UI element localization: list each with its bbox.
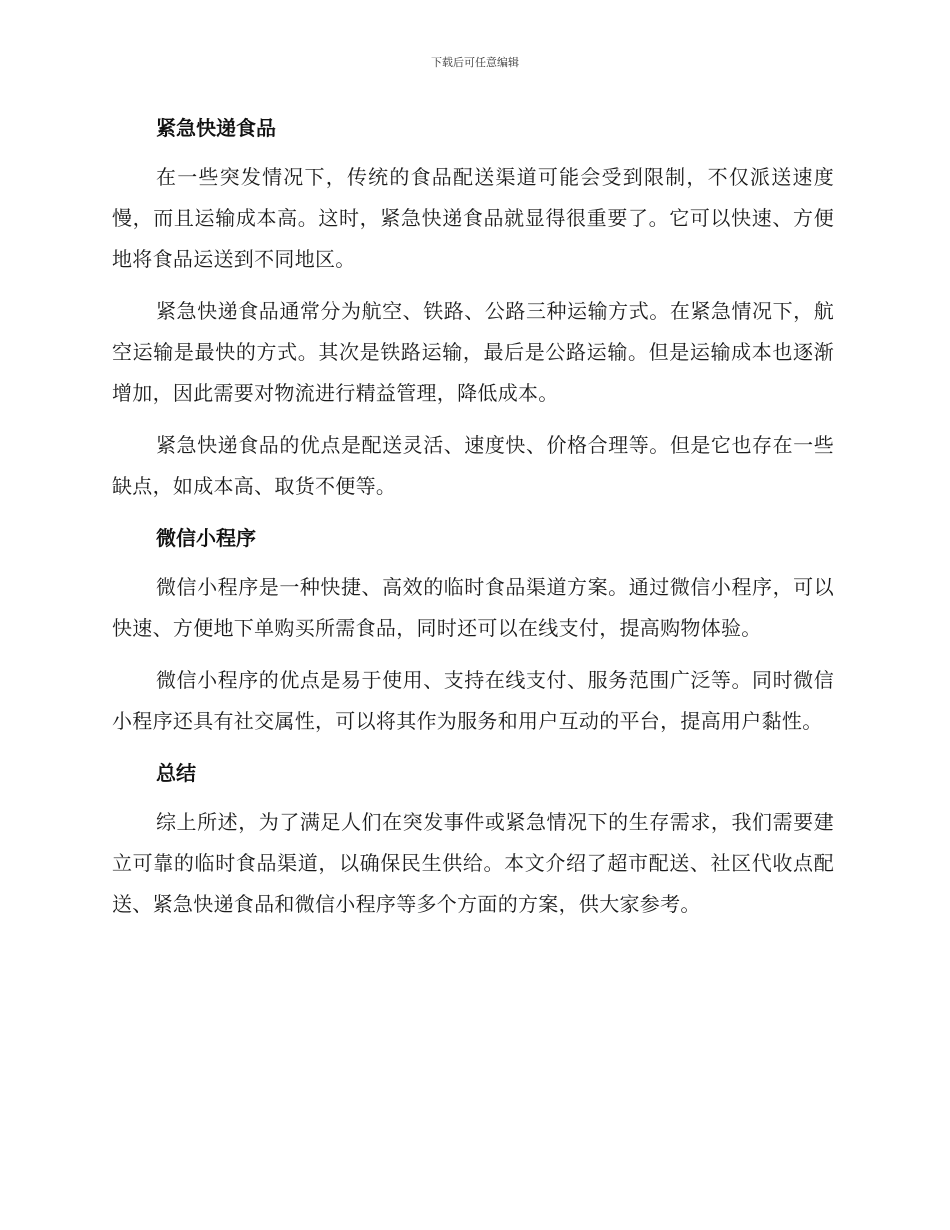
document-body — [112, 108, 834, 936]
section-heading: 总结 — [156, 761, 196, 785]
section-wechat-mini-program — [112, 518, 834, 742]
paragraph: 微信小程序的优点是易于使用、支持在线支付、服务范围广泛等。同时微信小程序还具有社交属性，可以将其作为服务和用户互动的平台，提高用户黏性。 — [112, 668, 834, 733]
section-summary — [112, 753, 834, 925]
paragraph: 综上所述，为了满足人们在突发事件或紧急情况下的生存需求，我们需要建立可靠的临时食品渠道，以确保民生供给。本文介绍了超市配送、社区代收点配送、紧急快递食品和微信小程序等多个方面的方案，供大家参考。 — [112, 810, 834, 916]
paragraph: 紧急快递食品通常分为航空、铁路、公路三种运输方式。在紧急情况下，航空运输是最快的方式。其次是铁路运输，最后是公路运输。但是运输成本也逐渐增加，因此需要对物流进行精益管理，降低成本。 — [112, 299, 834, 405]
section-heading: 紧急快递食品 — [156, 116, 276, 140]
paragraph: 微信小程序是一种快捷、高效的临时食品渠道方案。通过微信小程序，可以快速、方便地下单购买所需食品，同时还可以在线支付，提高购物体验。 — [112, 575, 834, 640]
page-header: 下载后可任意编辑 — [431, 56, 519, 69]
paragraph: 在一些突发情况下，传统的食品配送渠道可能会受到限制，不仅派送速度慢，而且运输成本高。这时，紧急快递食品就显得很重要了。它可以快速、方便地将食品运送到不同地区。 — [112, 165, 834, 271]
section-express-food — [112, 108, 834, 507]
paragraph: 紧急快递食品的优点是配送灵活、速度快、价格合理等。但是它也存在一些缺点，如成本高、取货不便等。 — [112, 433, 834, 498]
section-heading: 微信小程序 — [156, 526, 256, 550]
